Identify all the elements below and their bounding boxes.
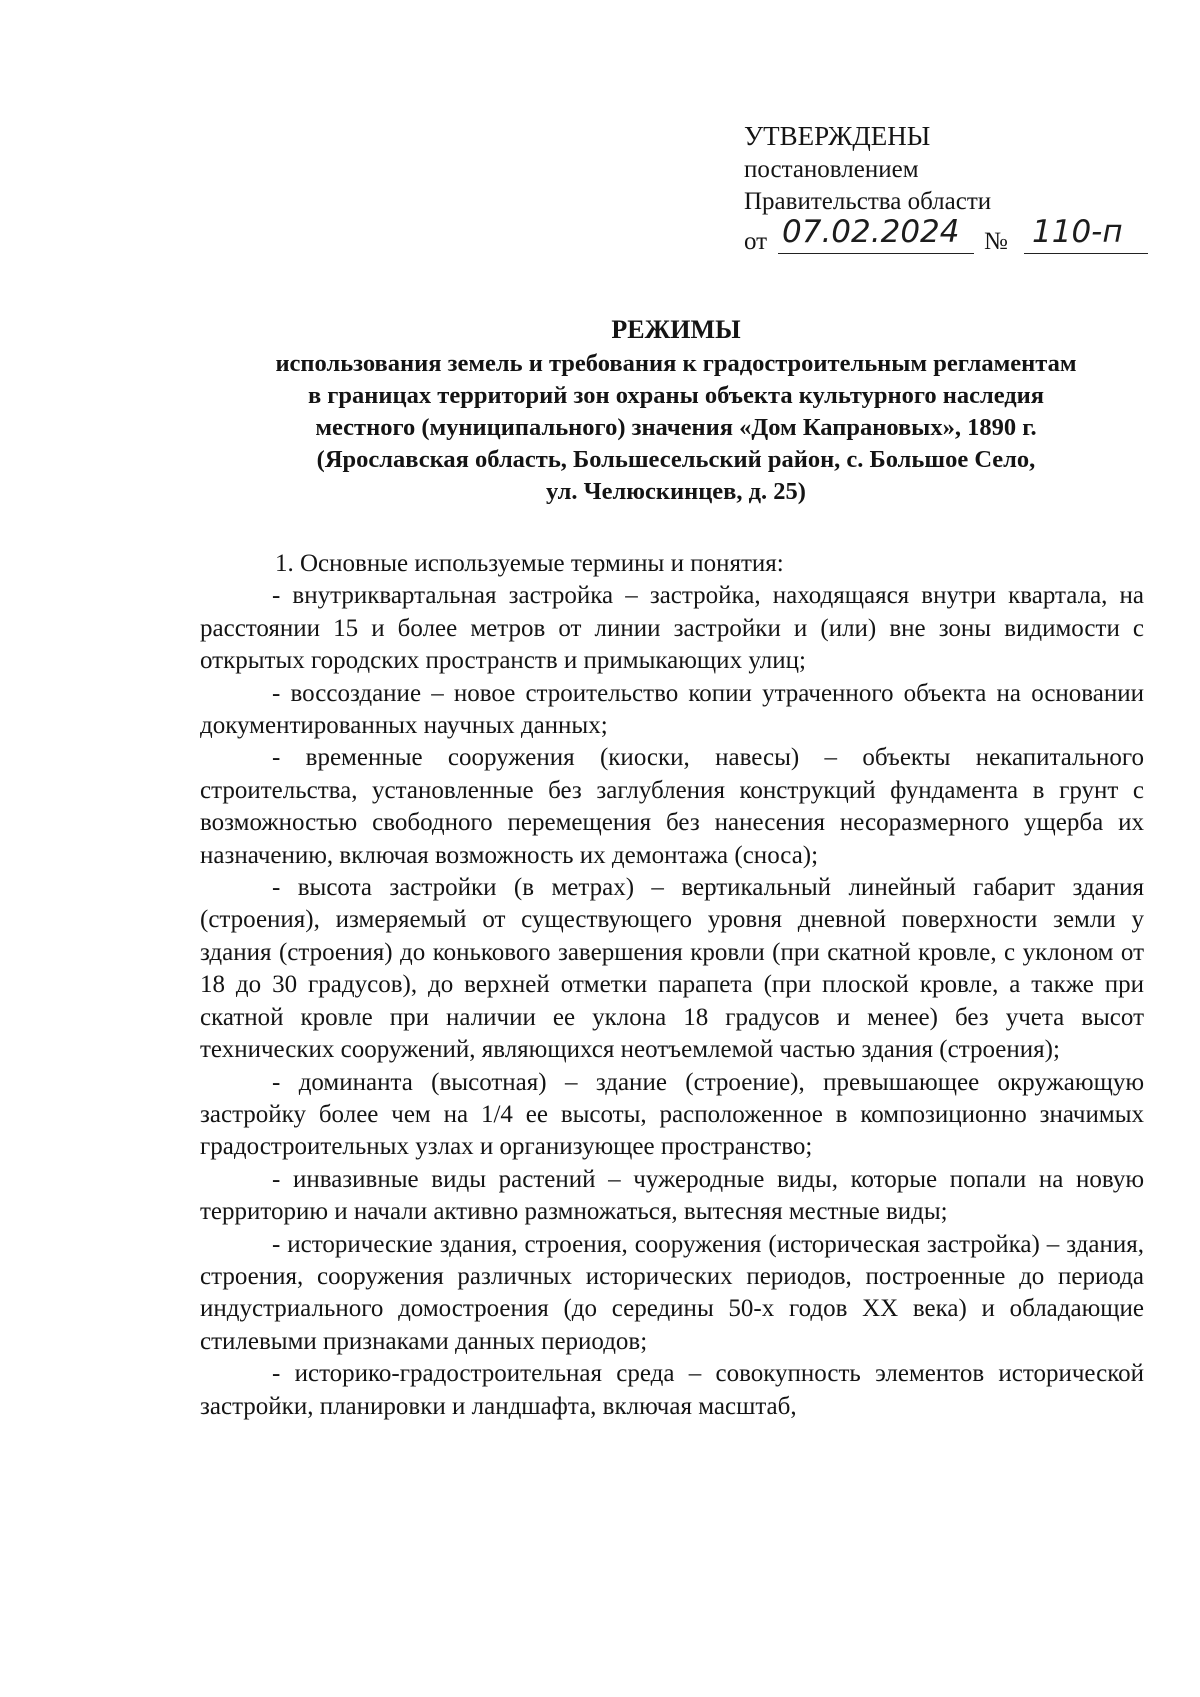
definition-paragraph: - временные сооружения (киоски, навесы) – объекты некапитального строительства, установленные без заглубления конструкций фундамента в грунт с возможностью свободного перемещения без нанесения несоразмерного ущерба их назначению, включая возможность их демонтажа (сноса);	[200, 744, 1144, 869]
document-subtitle-line: в границах территорий зон охраны объекта культурного наследия	[307, 382, 1045, 409]
section-heading-paragraph: 1. Основные используемые термины и понятия:	[275, 550, 784, 577]
approval-government-line: Правительства области	[744, 188, 992, 215]
date-underline	[778, 253, 974, 254]
handwritten-date: 07.02.2024	[782, 214, 960, 250]
document-title-block	[196, 312, 1156, 508]
number-label: №	[984, 228, 1008, 255]
definition-paragraph: - инвазивные виды растений – чужеродные виды, которые попали на новую территорию и начали активно размножаться, вытесняя местные виды;	[200, 1165, 1144, 1226]
handwritten-number: 110-п	[1032, 214, 1123, 250]
document-subtitle-line: местного (муниципального) значения «Дом Капрановых», 1890 г.	[315, 414, 1037, 441]
definition-paragraph: - внутриквартальная застройка – застройка, находящаяся внутри квартала, на расстоянии 15 и более метров от линии застройки и (или) вне зоны видимости с открытых городских пространств и примыкающих улиц;	[200, 582, 1144, 675]
approval-date-number-row	[744, 214, 1164, 258]
definition-paragraph: - воссоздание – новое строительство копии утраченного объекта на основании документированных научных данных;	[200, 679, 1144, 740]
number-underline	[1024, 253, 1148, 254]
document-subtitle-line: ул. Челюскинцев, д. 25)	[546, 478, 806, 505]
approval-stamp-block	[744, 118, 1164, 258]
definition-paragraph: - историко-градостроительная среда – совокупность элементов исторической застройки, планировки и ландшафта, включая масштаб,	[200, 1360, 1144, 1420]
approval-resolution-line: постановлением	[744, 156, 919, 183]
definition-paragraph: - высота застройки (в метрах) – вертикальный линейный габарит здания (строения), измеряемый от существующего уровня дневной поверхности земли у здания (строения) до конькового завершения кровли (при скатной кровле, с уклоном от 18 до 30 градусов), до верхней отметки парапета (при плоской кровле, а также при скатной кровле при наличии ее уклона 18 градусов и менее) без учета высот технических сооружений, являющихся неотъемлемой частью здания (строения);	[200, 874, 1144, 1064]
definition-paragraph: - исторические здания, строения, сооружения (историческая застройка) – здания, строения, сооружения различных исторических периодов, построенные до периода индустриального домостроения (до середины 50-х годов XX века) и обладающие стилевыми признаками данных периодов;	[200, 1230, 1144, 1355]
date-from-label: от	[744, 228, 768, 255]
document-subtitle-line: использования земель и требования к градостроительным регламентам	[275, 350, 1077, 377]
document-body	[200, 548, 1144, 1423]
approval-heading: УТВЕРЖДЕНЫ	[744, 121, 931, 151]
document-title: РЕЖИМЫ	[611, 315, 741, 344]
document-subtitle-line: (Ярославская область, Большесельский район, с. Большое Село,	[316, 446, 1036, 473]
definition-paragraph: - доминанта (высотная) – здание (строение), превышающее окружающую застройку более чем на 1/4 ее высоты, расположенное в композиционно значимых градостроительных узлах и организующее пространство;	[200, 1068, 1144, 1161]
